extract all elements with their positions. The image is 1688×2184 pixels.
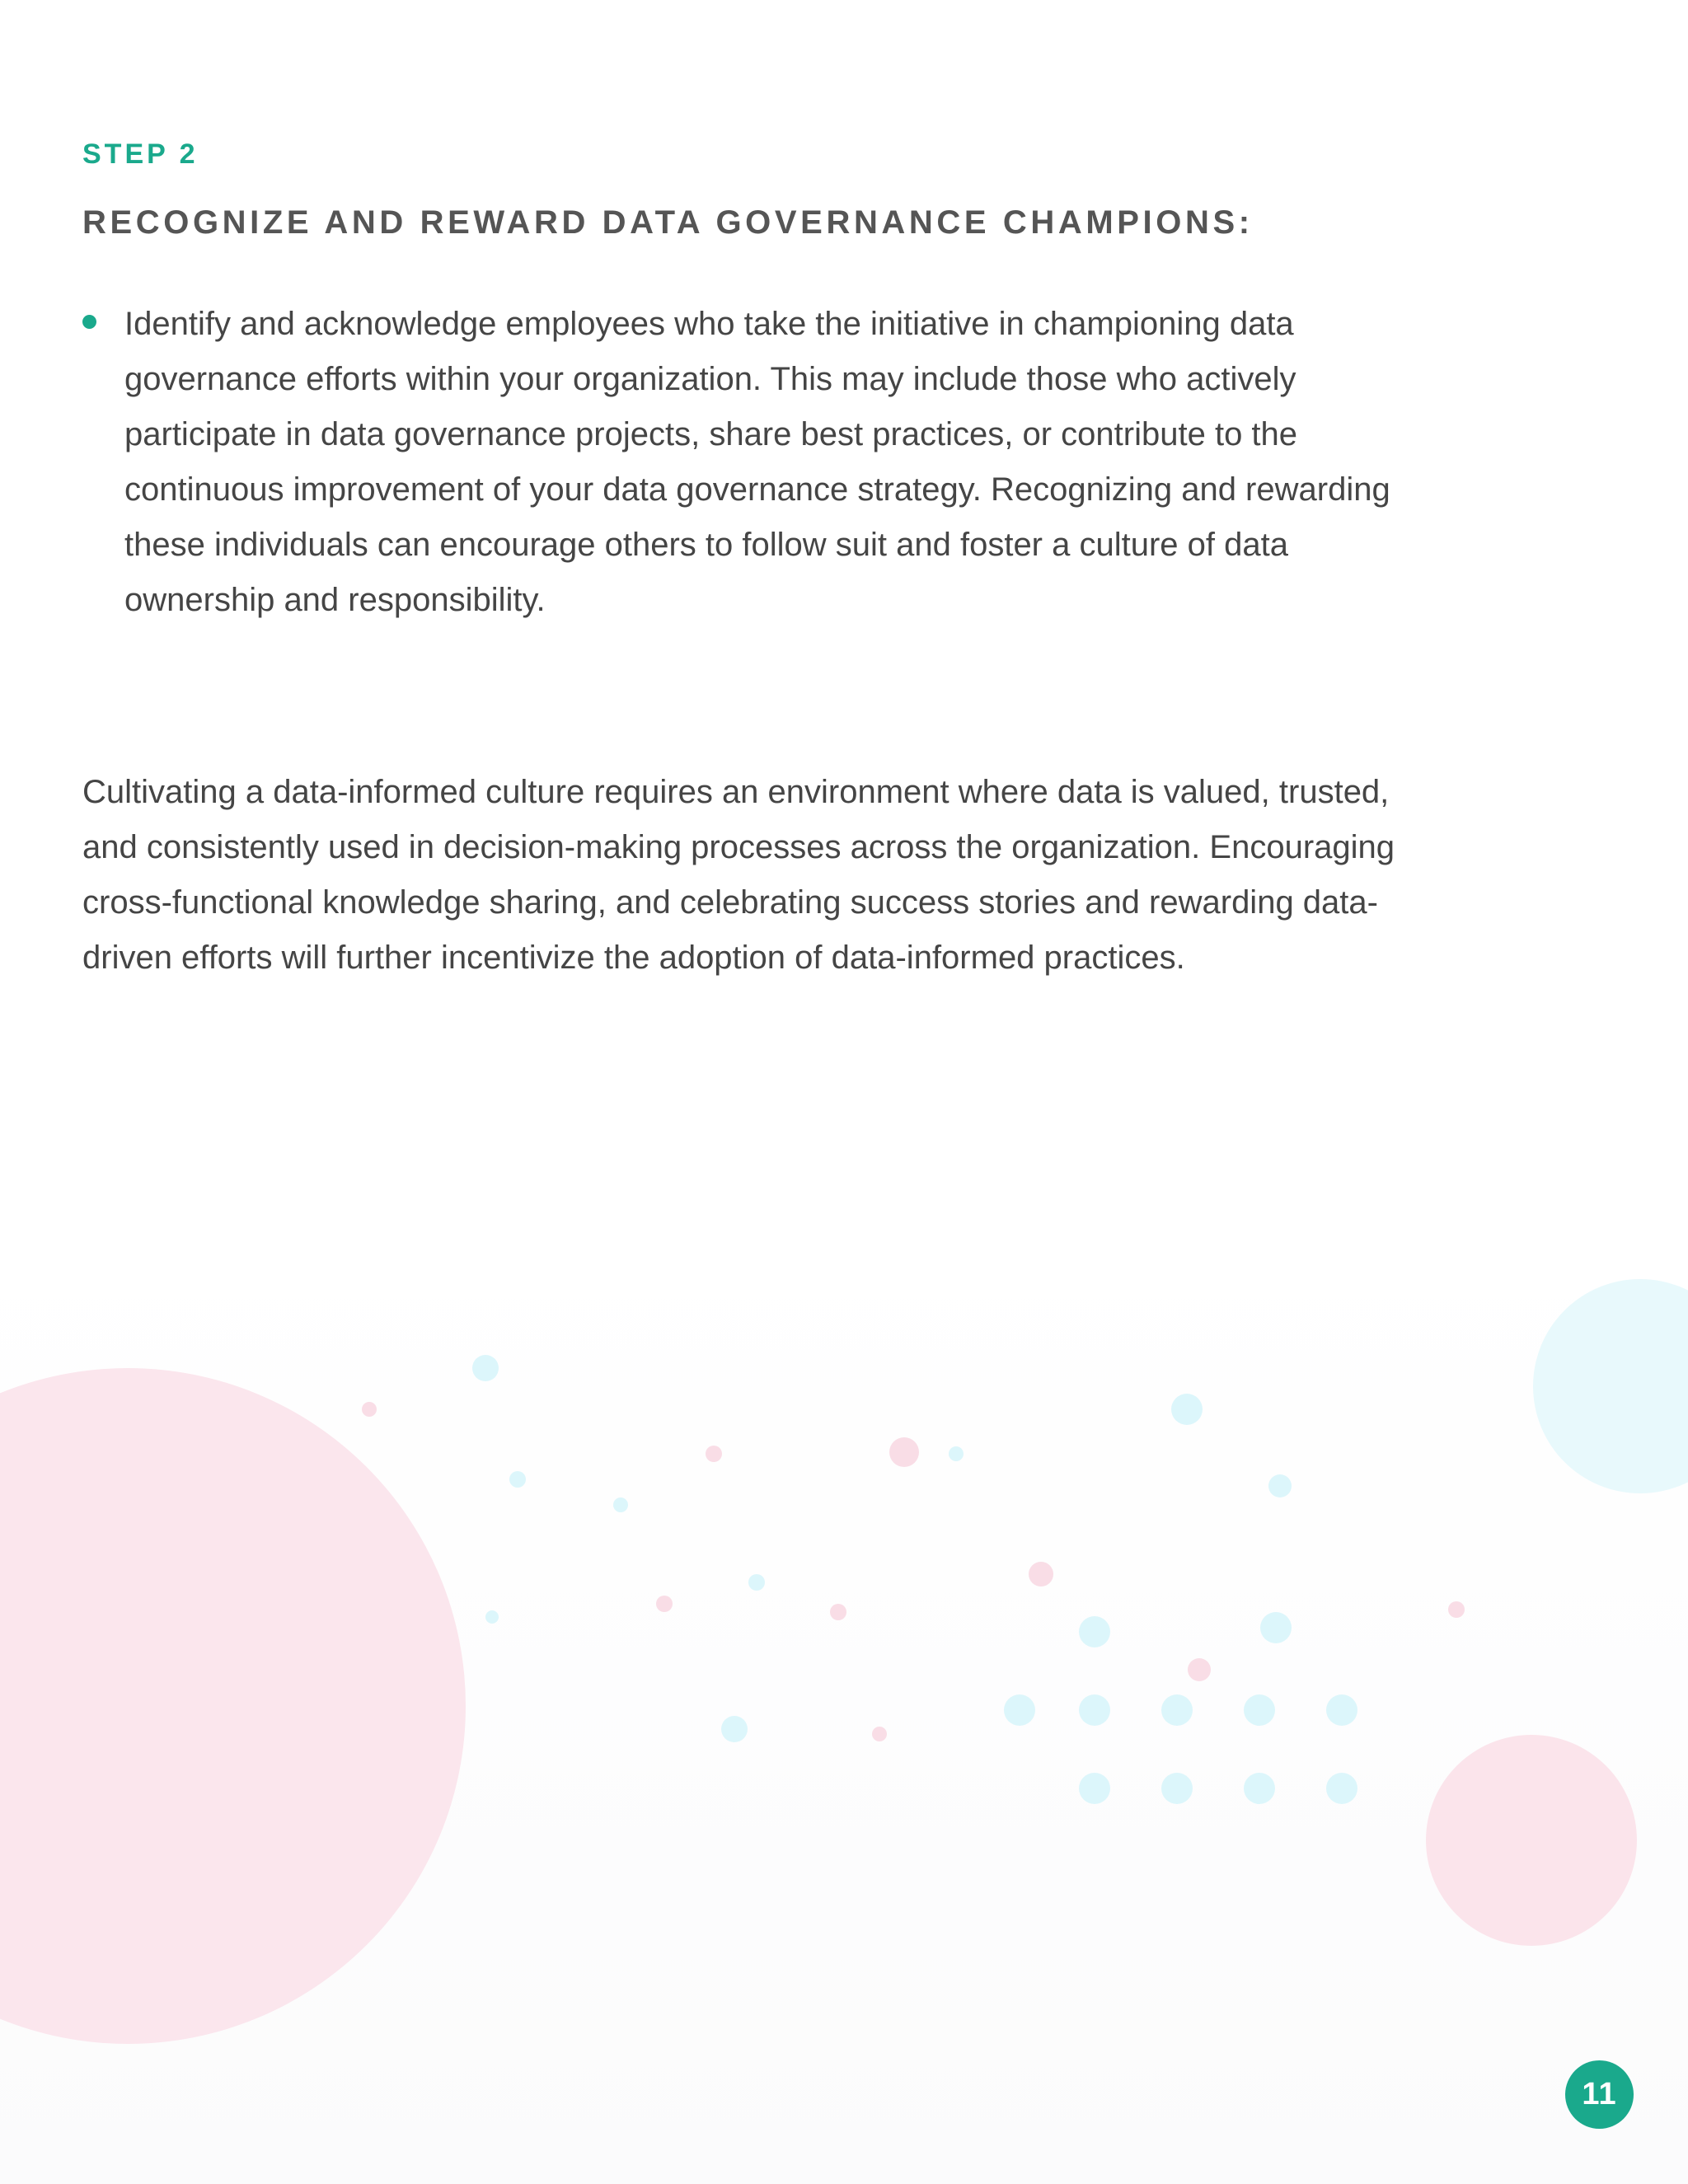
summary-paragraph [82, 765, 1648, 986]
step-label: STEP 2 [82, 138, 199, 170]
text-line: and consistently used in decision-making processes across the organization. Encouraging [82, 829, 1395, 865]
text-line: governance efforts within your organization. This may include those who actively [124, 361, 1296, 397]
text-line: driven efforts will further incentivize the adoption of data-informed practices. [82, 940, 1185, 976]
page-number-badge: 11 [1565, 2060, 1634, 2129]
text-line: Cultivating a data-informed culture requires an environment where data is valued, trusted, [82, 774, 1390, 810]
text-line: Identify and acknowledge employees who take the initiative in championing data [124, 306, 1294, 342]
page-background-fade [0, 1236, 1688, 2184]
bullet-text [124, 297, 1674, 628]
text-line: continuous improvement of your data governance strategy. Recognizing and rewarding [124, 471, 1390, 508]
text-line: cross-functional knowledge sharing, and celebrating success stories and rewarding data- [82, 884, 1378, 921]
bullet-dot-icon [82, 315, 96, 329]
text-line: participate in data governance projects, share best practices, or contribute to the [124, 416, 1298, 452]
section-heading: RECOGNIZE AND REWARD DATA GOVERNANCE CHAMPIONS: [82, 204, 1254, 241]
text-line: these individuals can encourage others to follow suit and foster a culture of data [124, 527, 1288, 563]
text-line: ownership and responsibility. [124, 582, 546, 618]
